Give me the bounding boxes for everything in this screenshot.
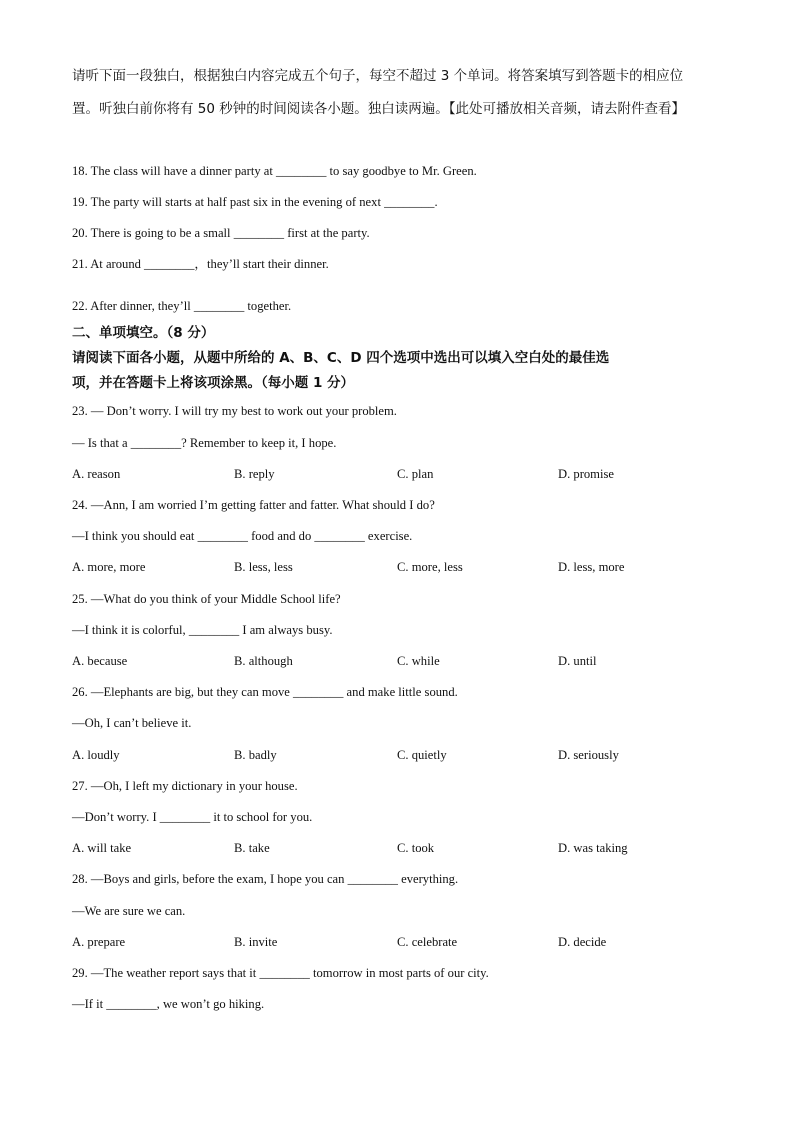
option-d[interactable]: D. less, more [558,560,625,574]
option-c[interactable]: C. plan [397,467,434,481]
question-26: 26. —Elephants are big, but they can move ________ and make little sound. [72,685,458,699]
section-heading: 二、单项填空。（8 分） [72,325,215,341]
option-b[interactable]: B. badly [234,748,277,762]
question-24-reply: —I think you should eat ________ food and do ________ exercise. [72,529,413,543]
listening-item-19: 19. The party will starts at half past six in the evening of next ________. [72,195,438,209]
option-b[interactable]: B. take [234,841,270,855]
option-a[interactable]: A. prepare [72,935,126,949]
option-b[interactable]: B. invite [234,935,278,949]
question-28-reply: —We are sure we can. [72,904,186,918]
option-b[interactable]: B. less, less [234,560,293,574]
option-a[interactable]: A. loudly [72,748,120,762]
option-d[interactable]: D. promise [558,467,614,481]
intro-line-2: 置。听独白前你将有 50 秒钟的时间阅读各小题。独白读两遍。【此处可播放相关音频，请去附件查看】 [72,101,686,117]
option-a[interactable]: A. more, more [72,560,146,574]
option-d[interactable]: D. until [558,654,597,668]
option-a[interactable]: A. will take [72,841,132,855]
question-23: 23. — Don’t worry. I will try my best to work out your problem. [72,404,397,418]
option-a[interactable]: A. because [72,654,128,668]
option-b[interactable]: B. although [234,654,293,668]
option-c[interactable]: C. quietly [397,748,447,762]
option-c[interactable]: C. more, less [397,560,463,574]
question-29: 29. —The weather report says that it ________ tomorrow in most parts of our city. [72,966,489,980]
listening-item-22: 22. After dinner, they’ll ________ together. [72,299,292,313]
option-c[interactable]: C. celebrate [397,935,458,949]
question-25: 25. —What do you think of your Middle School life? [72,592,341,606]
listening-item-21: 21. At around ________，they’ll start their dinner. [72,257,329,271]
question-24: 24. —Ann, I am worried I’m getting fatter and fatter. What should I do? [72,498,435,512]
question-25-reply: —I think it is colorful, ________ I am always busy. [72,623,333,637]
question-29-reply: —If it ________, we won’t go hiking. [72,997,265,1011]
option-b[interactable]: B. reply [234,467,275,481]
option-a[interactable]: A. reason [72,467,121,481]
option-d[interactable]: D. decide [558,935,607,949]
section-instruction-2: 项，并在答题卡上将该项涂黑。（每小题 1 分） [72,375,355,391]
intro-line-1: 请听下面一段独白，根据独白内容完成五个句子，每空不超过 3 个单词。将答案填写到答题卡的相应位 [72,68,684,84]
option-c[interactable]: C. while [397,654,440,668]
question-23-reply: — Is that a ________? Remember to keep it, I hope. [72,436,337,450]
section-instruction-1: 请阅读下面各小题，从题中所给的 A、B、C、D 四个选项中选出可以填入空白处的最佳选 [72,350,610,366]
question-27-reply: —Don’t worry. I ________ it to school for you. [72,810,313,824]
question-27: 27. —Oh, I left my dictionary in your house. [72,779,298,793]
question-26-reply: —Oh, I can’t believe it. [72,716,192,730]
option-d[interactable]: D. was taking [558,841,628,855]
listening-item-18: 18. The class will have a dinner party at ________ to say goodbye to Mr. Green. [72,164,477,178]
question-28: 28. —Boys and girls, before the exam, I hope you can ________ everything. [72,872,459,886]
listening-item-20: 20. There is going to be a small ________ first at the party. [72,226,370,240]
option-c[interactable]: C. took [397,841,435,855]
option-d[interactable]: D. seriously [558,748,619,762]
